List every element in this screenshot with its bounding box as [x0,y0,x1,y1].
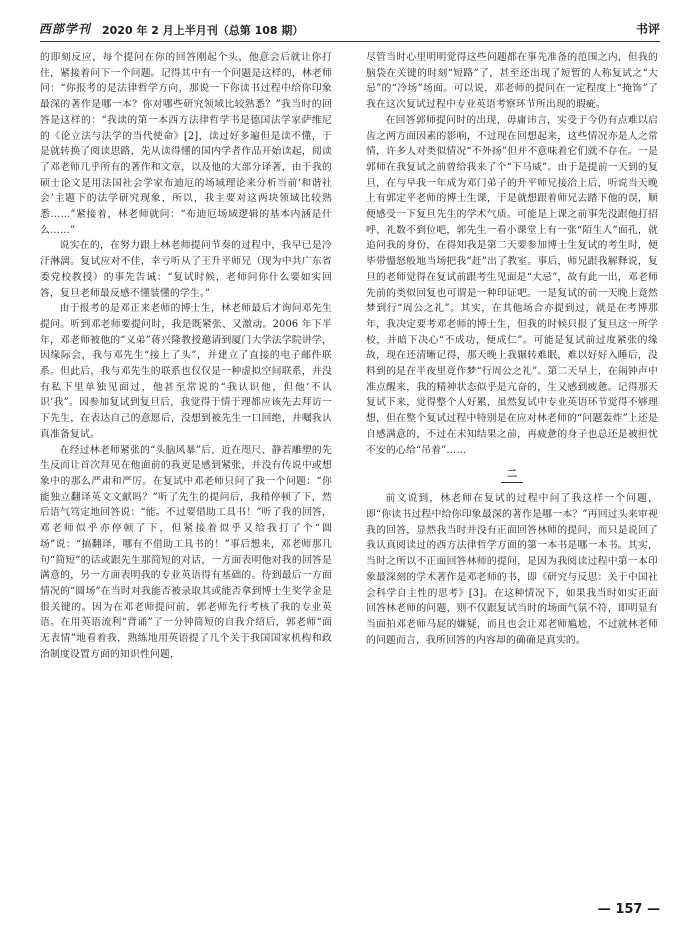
section-label: 书评 [635,22,660,36]
paragraph: 的即刻反应，每个提问在你的回答刚起个头，他意会后就让你打住，紧接着问下一个问题。记得其中有一个问题是这样的，林老师问：“你报考的是法律哲学方向，那说一下你读书过程中给你印象最深的著作是哪一本？你对哪些研究领域比较熟悉？”我当时的回答是这样的：“我读的第一本西方法律哲学书是德国法学家萨维尼的《论立法与法学的当代使命》[2]，读过好多遍但是读不懂，于是就转换了阅读思路，先从读得懂的国内学者作品开始读起，阅读了邓老师几乎所有的著作和文章，以及他的大部分译著，由于我的硕士论文是用法国社会学家布迪厄的场域理论来分析当前‘和谐社会’主题下的法学研究现象，所以，我主要对这两块领域比较熟悉……”紧接着，林老师就问：“布迪厄场域逻辑的基本内涵是什么……” [40,52,332,236]
section-heading [366,468,658,483]
page-number: — 157 — [597,902,660,917]
paragraph: 在经过林老师紧张的“头脑风暴”后，近在咫尺、静若雕塑的先生反而让首次拜见在他面前的我更是感到紧张，并没有传说中或想象中的那么严肃和严厉。在复试中邓老师只问了我一个问题：“你能独立翻译英文文献吗？”听了先生的提问后，我稍停顿了下，然后语气笃定地回答说：“能。不过要借助工具书！”听了我的回答，邓老师似乎亦停顿了下，但紧接着似乎又给我打了个“圆场”说：“搞翻译，哪有不借助工具书的！”事后想来，邓老师那几句“简短”的话或跟先生那简短的对话，一方面表明他对我的回答是满意的，另一方面表明我的专业英语得有基础的。待到最后一方面情况的“圆场”在当时对我能否被录取其或能否拿到博士生奖学金是很关键的。因为在邓老师提问前，郭老师先行考核了我的专业英语。在用英语流利“背诵”了一分钟简短的自我介绍后，郭老师“面无表情”地看着我，熟练地用英语提了几个关于我国国家机构和政治制度设置方面的知识性问题， [40,444,332,660]
paragraph: 说实在的，在努力跟上林老师提问节奏的过程中，我早已是冷汗淋漓。复试应对不佳，幸亏听从了王升平师兄（现为中共广东省委党校教授）的事先告诫：“复试时候，老师问你什么要如实回答，复旦老师最反感不懂装懂的学生。” [40,240,332,299]
left-column [40,50,332,890]
section-number: 二 [501,468,523,483]
right-column [366,50,658,890]
paragraph: 尽管当时心里明明觉得这些问题都在事先准备的范围之内，但我的脑袋在关键的时刻“短路”了，甚至还出现了短暂的人称复试之“大忌”的“冷场”场面。可以说，邓老师的提问在一定程度上“掩饰”了我在这次复试过程中专业英语考察环节所出现的瑕疵。 [366,52,658,111]
page-header [40,18,660,40]
paragraph: 前文说到，林老师在复试的过程中问了我这样一个问题，即“你读书过程中给你印象最深的著作是哪一本？”再回过头来审视我的回答，显然我当时并没有正面回答林师的提问，而只是说回了我认真阅读过的西方法律哲学方面的第一本书是哪一本书。其实，当时之所以不正面回答林师的提问，是因为我阅读过程中第一本印象最深刻的学术著作是邓老师的书，即《研究与反思：关于中国社会科学自主性的思考》[3]。在这种情况下，如果我当时如实正面回答林老师的问题，则不仅跟复试当时的场面气氛不符，即明显有当面拍邓老师马屁的嫌疑，而且也会让邓老师尴尬，不过就林老师的问题而言，我所回答的内容却的确确是真实的。 [366,493,658,646]
paragraph: 由于报考的是邓正来老师的博士生，林老师最后才询问邓先生提问。听到邓老师要提问时，我是既紧张、又激动。2006 年下半年，邓老师被他的“义弟”蒋兴隆教授邀请到厦门大学法学院讲学，因缘际会，我与邓先生“接上了头”，并建立了直接的电子邮件联系。但此后，我与邓先生的联系也仅仅是一种虚拟空间联系，并没有私下里单独见面过，他甚至常说的“我认识他，但他‘不认识’我”。因参加复试到复旦后，我觉得于情于理都应该先去拜访一下先生，在表达自己的意愿后，没想到被先生一口回绝，并嘱我认真准备复试。 [40,303,332,440]
journal-logo: 西部学刊 [38,22,94,36]
issue-info: 2020 年 2 月上半月刊（总第 108 期） [102,24,304,37]
paragraph: 在回答郭师提问时的出现，毋庸讳言，实受于今仍有点难以启齿之两方面因素的影响，不过现在回想起来，这些情况亦是人之常情，许多人对类似情况“不外扬”但并不意味着它们就不存在。一是郭师在我复试之前曾给我来了个“下马威”。由于是提前一天到的复旦，在与早我一年成为邓门弟子的升平师兄接洽上后，听说当天晚上有郭定平老师的博士生课，于是就想跟着师兄去踏下他的误，顺便感受一下复旦先生的学术气质。可能是上课之前事先没跟他打招呼、礼数不到位吧，郭先生一看小课堂上有一张“陌生人”面孔，就追问我的身份，在得知我是第二天要参加博士生复试的考生时，便毕带慍怒般地当场把我“赶”出了教室。事后，师兄跟我解释说，复旦的老师觉得在复试前跟考生见面是“大忌”，故有此一出，邓老师先前的类似回复也可谓是一种印证吧。一是复试的前一天晚上竟然梦到行“周公之礼”。其实，在其他场合亦提到过，就是在考博那年，我决定要考邓老师的博士生，但我的时候只报了复旦这一所学校，并暗下决心“不成功，便成仁”。可能是复试前过度紧张的缘故，现在还清晰记得，那天晚上我辗转难眠，难以好好入睡后，没料到的是在半夜里竟作梦“行周公之礼”。第二天早上，在闹钟声中准点醒来，我的精神状态似乎是亢奋的，生又感到疲惫。记得那天复试下来，觉得整个人好累，虽然复试中专业英语环节觉得不够理想，但在整个复试过程中特别是在应对林老师的“问题轰炸”上还是自感满意的，不过在未知结果之前，再疲惫的身子也总还是被担忧不安的心给“吊着”…… [366,114,658,456]
header-rule [40,41,660,42]
